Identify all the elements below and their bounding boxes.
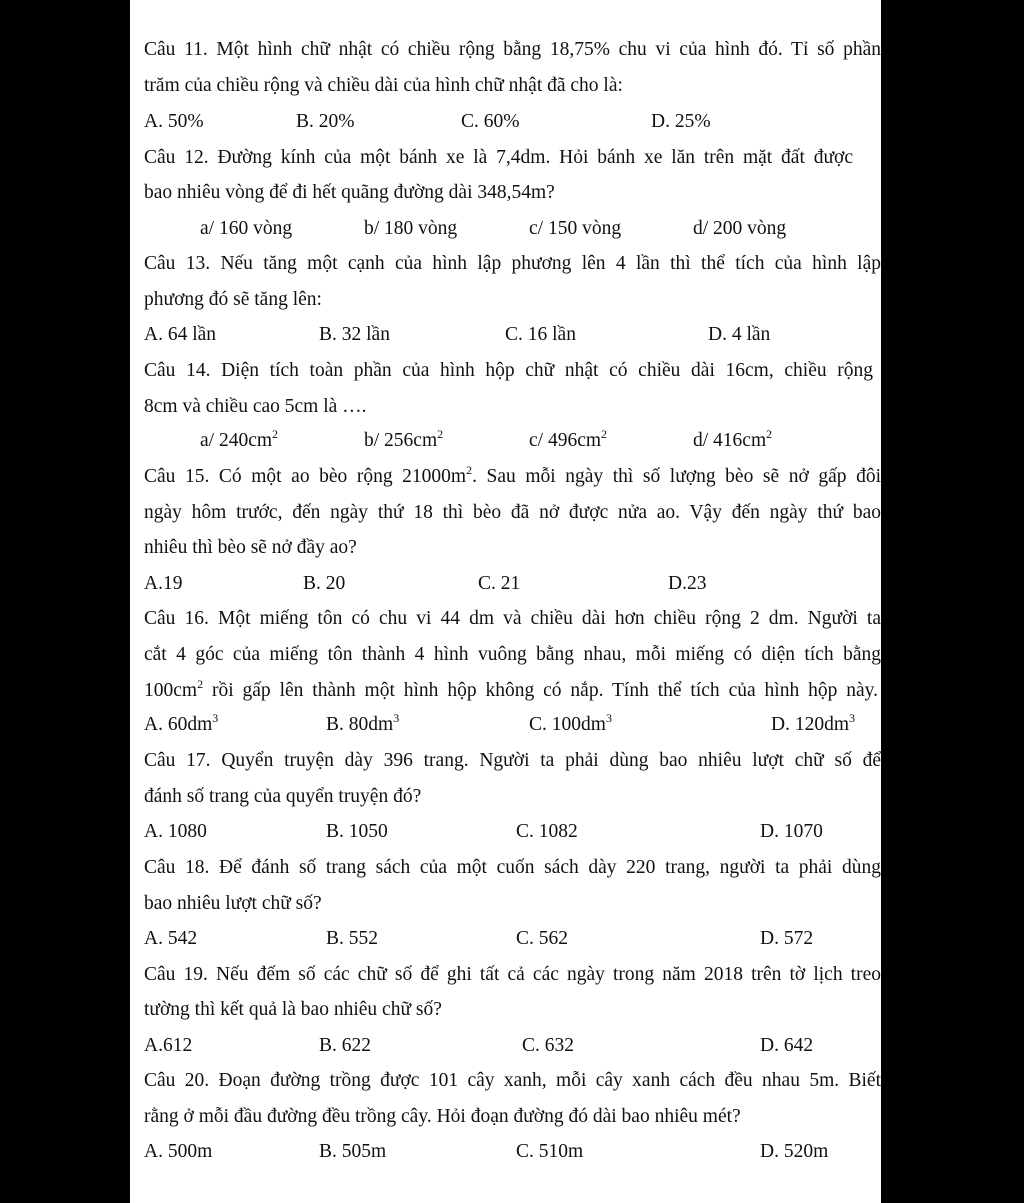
question-16-option-d: D. $120dm^3$ (771, 710, 855, 735)
question-20-line-1: Câu 20. Đoạn đường trồng được 101 cây xanh, mỗi cây xanh cách đều nhau 5m. Biết (144, 1070, 881, 1091)
question-19-option-b: B. 622 (319, 1035, 372, 1056)
question-19-option-a: A.612 (144, 1035, 193, 1056)
question-20-line-2: rằng ở mỗi đầu đường đều trồng cây. Hỏi đoạn đường đó dài bao nhiêu mét? (144, 1106, 741, 1127)
question-15-line-2: ngày hôm trước, đến ngày thứ 18 thì bèo đã nở được nửa ao. Vậy đến ngày thứ bao (144, 502, 881, 523)
question-16-option-a: A. $60dm^3$ (144, 710, 219, 735)
question-11-option-c: C. 60% (461, 111, 520, 132)
question-14-option-a: a/ $240cm^2$ (200, 426, 279, 451)
question-17-line-2: đánh số trang của quyển truyện đó? (144, 786, 422, 807)
question-11-line-2: trăm của chiều rộng và chiều dài của hình chữ nhật đã cho là: (144, 75, 623, 96)
question-12-option-d: d/ 200 vòng (693, 218, 787, 239)
question-17-option-d: D. 1070 (760, 821, 823, 842)
question-15-option-c: C. 21 (478, 573, 521, 594)
question-19-line-2: tường thì kết quả là bao nhiêu chữ số? (144, 999, 442, 1020)
question-15-line-3: nhiêu thì bèo sẽ nở đầy ao? (144, 537, 357, 558)
question-16-option-c: C. $100dm^3$ (529, 710, 612, 735)
question-13-option-c: C. 16 lần (505, 324, 576, 345)
question-11-option-a: A. 50% (144, 111, 204, 132)
question-14-option-d: d/ $416cm^2$ (693, 426, 773, 451)
question-12-line-1: Câu 12. Đường kính của một bánh xe là 7,4dm. Hỏi bánh xe lăn trên mặt đất được (144, 147, 853, 168)
question-12-option-b: b/ 180 vòng (364, 218, 458, 239)
question-18-line-1: Câu 18. Để đánh số trang sách của một cuốn sách dày 220 trang, người ta phải dùng (144, 857, 881, 878)
question-13-line-2: phương đó sẽ tăng lên: (144, 289, 322, 310)
question-11-option-d: D. 25% (651, 111, 711, 132)
question-18-option-b: B. 552 (326, 928, 379, 949)
question-15-option-d: D.23 (668, 573, 707, 594)
question-18-line-2: bao nhiêu lượt chữ số? (144, 893, 322, 914)
question-12-line-2: bao nhiêu vòng để đi hết quãng đường dài 348,54m? (144, 182, 555, 203)
question-20-option-d: D. 520m (760, 1141, 829, 1162)
question-17-line-1: Câu 17. Quyển truyện dày 396 trang. Người ta phải dùng bao nhiêu lượt chữ số để (144, 750, 881, 771)
document-page (130, 0, 881, 1203)
question-11-line-1: Câu 11. Một hình chữ nhật có chiều rộng bằng 18,75% chu vi của hình đó. Tỉ số phần (144, 39, 881, 60)
question-13-option-d: D. 4 lần (708, 324, 771, 345)
question-15-line-1: Câu 15. Có một ao bèo rộng $21000m^2$. Sau mỗi ngày thì số lượng bèo sẽ nở gấp đôi (144, 462, 881, 487)
question-18-option-d: D. 572 (760, 928, 814, 949)
question-14-option-c: c/ $496cm^2$ (529, 426, 608, 451)
question-19-option-d: D. 642 (760, 1035, 814, 1056)
question-15-option-a: A.19 (144, 573, 183, 594)
question-14-line-2: 8cm và chiều cao 5cm là …. (144, 396, 367, 417)
question-16-option-b: B. $80dm^3$ (326, 710, 400, 735)
question-14-option-b: b/ $256cm^2$ (364, 426, 444, 451)
question-14-line-1: Câu 14. Diện tích toàn phần của hình hộp chữ nhật có chiều dài 16cm, chiều rộng (144, 360, 873, 381)
question-13-option-b: B. 32 lần (319, 324, 390, 345)
question-16-line-1: Câu 16. Một miếng tôn có chu vi 44 dm và chiều dài hơn chiều rộng 2 dm. Người ta (144, 608, 881, 629)
question-17-option-b: B. 1050 (326, 821, 388, 842)
question-12-option-a: a/ 160 vòng (200, 218, 293, 239)
question-11-option-b: B. 20% (296, 111, 355, 132)
question-13-option-a: A. 64 lần (144, 324, 217, 345)
question-15-option-b: B. 20 (303, 573, 346, 594)
question-12-option-c: c/ 150 vòng (529, 218, 622, 239)
question-19-line-1: Câu 19. Nếu đếm số các chữ số để ghi tất cả các ngày trong năm 2018 trên tờ lịch treo (144, 964, 881, 985)
question-20-option-b: B. 505m (319, 1141, 387, 1162)
question-18-option-c: C. 562 (516, 928, 569, 949)
question-18-option-a: A. 542 (144, 928, 198, 949)
question-20-option-c: C. 510m (516, 1141, 584, 1162)
question-19-option-c: C. 632 (522, 1035, 575, 1056)
question-20-option-a: A. 500m (144, 1141, 213, 1162)
question-16-line-2: cắt 4 góc của miếng tôn thành 4 hình vuông bằng nhau, mỗi miếng có diện tích bằng (144, 644, 881, 665)
question-13-line-1: Câu 13. Nếu tăng một cạnh của hình lập phương lên 4 lần thì thể tích của hình lập (144, 253, 881, 274)
question-16-line-3: $100cm^2$ rồi gấp lên thành một hình hộp không có nắp. Tính thể tích của hình hộp này. (144, 676, 878, 701)
question-17-option-c: C. 1082 (516, 821, 578, 842)
question-17-option-a: A. 1080 (144, 821, 207, 842)
